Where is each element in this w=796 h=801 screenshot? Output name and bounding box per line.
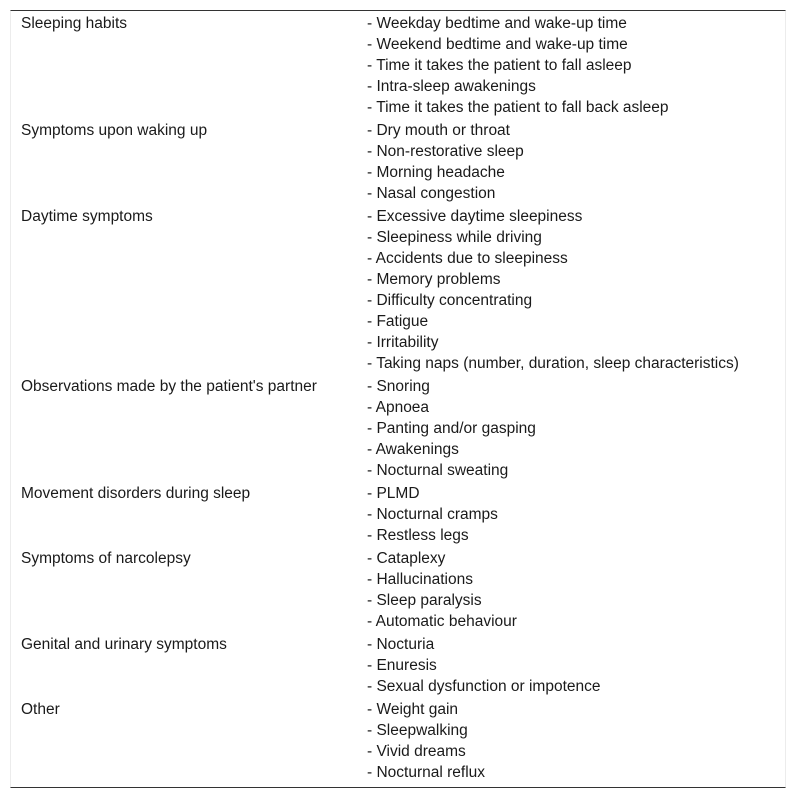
list-item: - Time it takes the patient to fall back asleep [367, 99, 669, 116]
list-item: - Sexual dysfunction or impotence [367, 678, 601, 695]
list-item: - Restless legs [367, 527, 469, 544]
list-item: - Awakenings [367, 441, 459, 458]
list-item: - Accidents due to sleepiness [367, 250, 568, 267]
list-item: - Cataplexy [367, 550, 446, 567]
list-item: - Nocturnal sweating [367, 462, 509, 479]
list-item: - Difficulty concentrating [367, 292, 533, 309]
list-item: - Irritability [367, 334, 439, 351]
list-item: - Non-restorative sleep [367, 143, 524, 160]
category-cell: Other [21, 701, 60, 718]
list-item: - Enuresis [367, 657, 437, 674]
table-row [11, 13, 785, 120]
list-item: - PLMD [367, 485, 420, 502]
list-item: - Weight gain [367, 701, 459, 718]
items-cell [367, 376, 785, 483]
table-row [11, 548, 785, 634]
category-cell: Sleeping habits [21, 15, 127, 32]
category-cell: Symptoms upon waking up [21, 122, 208, 139]
table-row [11, 120, 785, 206]
list-item: - Morning headache [367, 164, 505, 181]
symptom-table [10, 10, 786, 788]
table-row [11, 376, 785, 483]
list-item: - Memory problems [367, 271, 501, 288]
list-item: - Sleep paralysis [367, 592, 482, 609]
list-item: - Vivid dreams [367, 743, 466, 760]
items-cell [367, 548, 785, 634]
items-cell [367, 699, 785, 785]
list-item: - Sleepiness while driving [367, 229, 542, 246]
category-cell: Observations made by the patient's partner [21, 378, 317, 395]
list-item: - Weekend bedtime and wake-up time [367, 36, 628, 53]
list-item: - Fatigue [367, 313, 429, 330]
list-item: - Intra-sleep awakenings [367, 78, 536, 95]
items-cell [367, 634, 785, 699]
list-item: - Nocturia [367, 636, 435, 653]
list-item: - Nocturnal cramps [367, 506, 498, 523]
list-item: - Hallucinations [367, 571, 473, 588]
list-item: - Panting and/or gasping [367, 420, 536, 437]
table-row [11, 634, 785, 699]
list-item: - Apnoea [367, 399, 430, 416]
list-item: - Snoring [367, 378, 430, 395]
items-cell [367, 483, 785, 548]
items-cell [367, 120, 785, 206]
table-row [11, 699, 785, 785]
list-item: - Nocturnal reflux [367, 764, 486, 781]
list-item: - Taking naps (number, duration, sleep characteristics) [367, 355, 739, 372]
list-item: - Nasal congestion [367, 185, 496, 202]
list-item: - Time it takes the patient to fall asleep [367, 57, 632, 74]
category-cell: Daytime symptoms [21, 208, 153, 225]
list-item: - Weekday bedtime and wake-up time [367, 15, 627, 32]
symptom-table-grid [11, 13, 785, 785]
list-item: - Dry mouth or throat [367, 122, 510, 139]
category-cell: Genital and urinary symptoms [21, 636, 227, 653]
category-cell: Symptoms of narcolepsy [21, 550, 191, 567]
symptom-table-body [11, 13, 785, 785]
items-cell [367, 206, 785, 376]
list-item: - Automatic behaviour [367, 613, 517, 630]
list-item: - Excessive daytime sleepiness [367, 208, 583, 225]
items-cell [367, 13, 785, 120]
category-cell: Movement disorders during sleep [21, 485, 251, 502]
list-item: - Sleepwalking [367, 722, 468, 739]
table-row [11, 483, 785, 548]
table-row [11, 206, 785, 376]
